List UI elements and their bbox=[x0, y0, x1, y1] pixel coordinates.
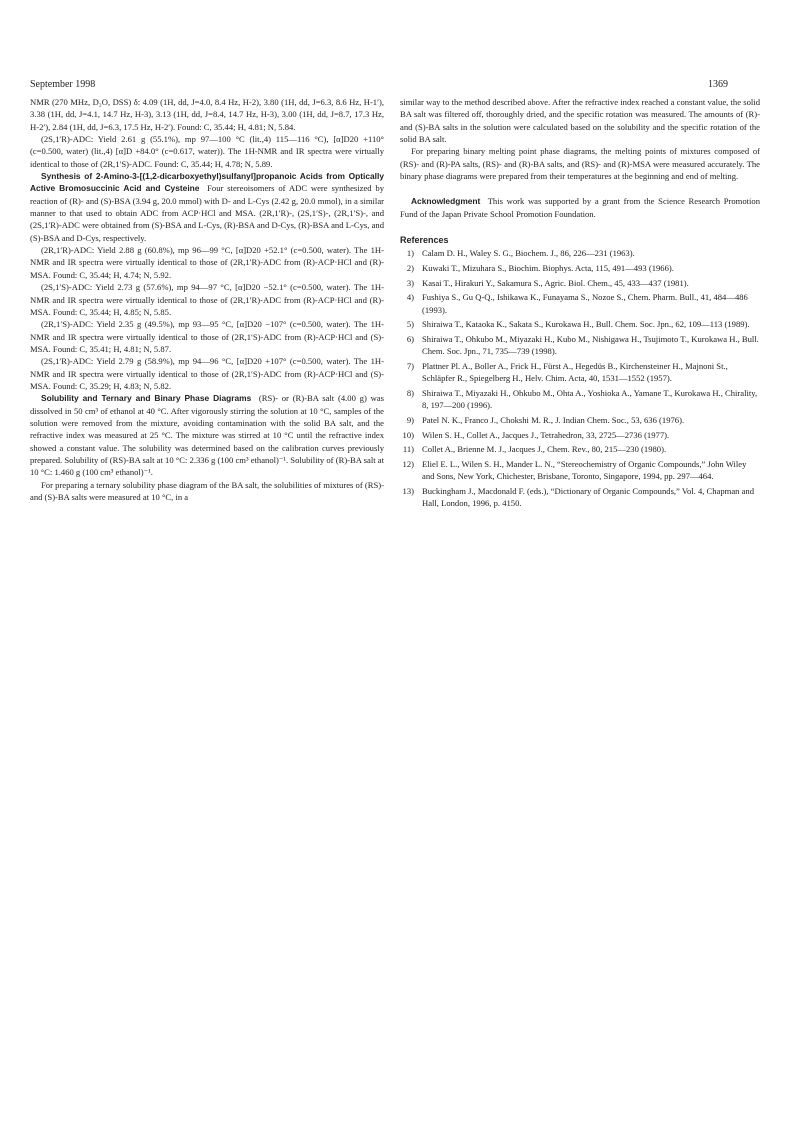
reference-text: Kuwaki T., Mizuhara S., Biochim. Biophys. Acta, 115, 491—493 (1966). bbox=[422, 263, 674, 274]
reference-item bbox=[400, 262, 760, 274]
continuation-paragraph: similar way to the method described above. After the refractive index reached a constant value, the solid BA salt was filtered off, thoroughly dried, and the specific rotation was measured. The amounts of (R)- and (S)-BA salts in the solution were calculated based on the solubility and the specific rotation of the solid BA salt. bbox=[400, 97, 760, 145]
reference-item bbox=[400, 443, 760, 455]
reference-number: 13) bbox=[402, 485, 414, 496]
synthesis-body: Four stereoisomers of ADC were synthesized by reaction of (R)- and (S)-BSA (3.94 g, 20.0 mmol) with D- and L-Cys (2.42 g, 20.0 mmol), in a similar manner to that used to obtain ADC from ACP·HCl and MSA. (2R,1′R)-, (2S,1′S)-, (2R,1′S)-, and (2S,1′R)-ADC were obtained from (S)-BSA and L-Cys, (R)-BSA and D-Cys, (R)-BSA and L-Cys, and (S)-BSA and D-Cys, respectively. bbox=[30, 183, 385, 243]
reference-text: Eliel E. L., Wilen S. H., Mander L. N., “Stereochemistry of Organic Compounds,” John Wiley and Sons, New York, Chichester, Brisbane, Toronto, Singapore, 1994, pp. 297—464. bbox=[422, 458, 747, 482]
references-heading: References bbox=[400, 235, 449, 246]
reference-number: 9) bbox=[406, 414, 414, 425]
page-number: 1369 bbox=[708, 79, 728, 90]
binary-paragraph: For preparing binary melting point phase diagrams, the melting points of mixtures composed of (RS)- and (R)-PA salts, (RS)- and (R)-BA salts, and (RS)- and (R)-MSA were measured accurately. The binary phase diagrams were prepared from their temperatures at the beginning and end of melting. bbox=[400, 146, 760, 182]
reference-number: 8) bbox=[406, 387, 414, 398]
reference-item bbox=[400, 360, 760, 385]
reference-item bbox=[400, 291, 760, 316]
reference-number: 3) bbox=[406, 277, 414, 288]
right-column bbox=[400, 96, 760, 512]
reference-item bbox=[400, 414, 760, 426]
compound-2s1r-paragraph: (2S,1′R)-ADC: Yield 2.61 g (55.1%), mp 97—100 °C (lit.,4) 115—116 °C), [α]D20 +110° (c=0.500, water) (lit.,4) [α]D +84.0° (c=0.617, water)). The 1H-NMR and IR spectra were virtually identical to those of (2R,1′S)-ADC. Found: C, 35.44; H, 4.78; N, 5.89. bbox=[30, 134, 384, 169]
references-list bbox=[400, 247, 760, 509]
reference-item bbox=[400, 485, 760, 510]
reference-item bbox=[400, 387, 760, 412]
running-header-date: September 1998 bbox=[30, 79, 96, 90]
reference-number: 1) bbox=[406, 248, 414, 259]
reference-number: 4) bbox=[406, 292, 414, 303]
reference-text: Plattner Pl. A., Boller A., Frick H., Fürst A., Hegedüs B., Kirchensteiner H., Majnoni St., Schläpfer R., Spiegelberg H., Helv. Chim. Acta, 40, 1531—1552 (1957). bbox=[422, 360, 728, 384]
solubility-heading: Solubility and Ternary and Binary Phase Diagrams bbox=[41, 393, 252, 404]
reference-item bbox=[400, 247, 760, 259]
synthesis-section bbox=[30, 170, 384, 244]
reference-number: 11) bbox=[402, 444, 414, 455]
reference-number: 2) bbox=[406, 263, 414, 274]
reference-item bbox=[400, 318, 760, 330]
reference-number: 10) bbox=[402, 429, 414, 440]
acknowledgment-heading: Acknowledgment bbox=[411, 196, 481, 207]
compound-2s1s-paragraph: (2S,1′S)-ADC: Yield 2.73 g (57.6%), mp 94—97 °C, [α]D20 −52.1° (c=0.500, water). The 1H-NMR and IR spectra were virtually identical to those of (2R,1′R)-ADC from (R)-ACP·HCl and (R)-MSA. Found: C, 35.44; H, 4.85; N, 5.85. bbox=[30, 282, 384, 317]
reference-text: Kasai T., Hirakuri Y., Sakamura S., Agric. Biol. Chem., 45, 433—437 (1981). bbox=[422, 277, 689, 288]
compound-2r1r-paragraph: (2R,1′R)-ADC: Yield 2.88 g (60.8%), mp 96—99 °C, [α]D20 +52.1° (c=0.500, water). The 1H-NMR and IR spectra were virtually identical to those of (2R,1′R)-ADC from (R)-ACP·HCl and (R)-MSA. Found: C, 35.44; H, 4.74; N, 5.92. bbox=[30, 245, 384, 280]
reference-item bbox=[400, 277, 760, 289]
compound-2s1r-b-paragraph: (2S,1′R)-ADC: Yield 2.79 g (58.9%), mp 94—96 °C, [α]D20 +107° (c=0.500, water). The 1H-NMR and IR spectra were virtually identical to those of (2R,1′S)-ADC from (R)-ACP·HCl and (S)-MSA. Found: C, 35.29; H, 4.83; N, 5.82. bbox=[30, 356, 384, 391]
reference-number: 7) bbox=[406, 360, 414, 371]
reference-text: Shiraiwa T., Ohkubo M., Miyazaki H., Kubo M., Nishigawa H., Tsujimoto T., Kurokawa H., Bull. Chem. Soc. Jpn., 71, 735—739 (1998). bbox=[422, 333, 759, 357]
reference-number: 5) bbox=[406, 319, 414, 330]
reference-number: 12) bbox=[402, 458, 414, 469]
reference-item bbox=[400, 333, 760, 358]
reference-text: Calam D. H., Waley S. G., Biochem. J., 86, 226—231 (1963). bbox=[422, 248, 635, 259]
reference-text: Buckingham J., Macdonald F. (eds.), “Dictionary of Organic Compounds,” Vol. 4, Chapman and Hall, London, 1996, p. 4150. bbox=[422, 485, 755, 509]
reference-text: Fushiya S., Gu Q-Q., Ishikawa K., Funayama S., Nozoe S., Chem. Pharm. Bull., 41, 484—486 (1993). bbox=[422, 292, 748, 315]
acknowledgment-body: This work was supported by a grant from the Science Research Promotion Fund of the Japan Private School Promotion Foundation. bbox=[400, 196, 761, 219]
left-column bbox=[30, 96, 384, 503]
reference-text: Collet A., Brienne M. J., Jacques J., Chem. Rev., 80, 215—230 (1980). bbox=[422, 444, 667, 455]
solubility-section bbox=[30, 392, 384, 478]
reference-text: Shiraiwa T., Miyazaki H., Ohkubo M., Ohta A., Yoshioka A., Yamane T., Kurokawa H., Chirality, 8, 197—200 (1996). bbox=[422, 387, 758, 411]
nmr-paragraph: NMR (270 MHz, D₂O, DSS) δ: 4.09 (1H, dd, J=4.0, 8.4 Hz, H-2), 3.80 (1H, dd, J=6.3, 8.6 Hz, H-1′), 3.38 (1H, dd, J=4.1, 14.7 Hz, H-3), 3.13 (1H, dd, J=8.4, 14.7 Hz, H-3), 3.00 (1H, dd, J=8.7, 17.3 Hz, H-2′), 2.84 (1H, dd, J=6.3, 17.5 Hz, H-2′). Found: C, 35.44; H, 4.81; N, 5.84. bbox=[30, 97, 384, 132]
reference-item bbox=[400, 458, 760, 483]
compound-2r1s-paragraph: (2R,1′S)-ADC: Yield 2.35 g (49.5%), mp 93—95 °C, [α]D20 −107° (c=0.500, water). The 1H-NMR and IR spectra were virtually identical to those of (2R,1′S)-ADC from (R)-ACP·HCl and (S)-MSA. Found: C, 35.41; H, 4.81; N, 5.87. bbox=[30, 319, 384, 354]
reference-text: Wilen S. H., Collet A., Jacques J., Tetrahedron, 33, 2725—2736 (1977). bbox=[422, 429, 670, 440]
reference-item bbox=[400, 429, 760, 441]
reference-number: 6) bbox=[406, 333, 414, 344]
solubility-body: (RS)- or (R)-BA salt (4.00 g) was dissolved in 50 cm³ of ethanol at 40 °C. After vigorously stirring the solution at 10 °C, samples of the solution were removed from the mixture, avoiding contamination with the solid BA salt, and the refractive index was measured at 25 °C. The mixture was stirred at 10 °C until the refractive index showed a constant value. The solubility was determined based on the calibration curves previously prepared. Solubility of (RS)-BA salt at 10 °C: 2.336 g (100 cm³ ethanol)⁻¹. Solubility of (R)-BA salt at 10 °C: 1.460 g (100 cm³ ethanol)⁻¹. bbox=[30, 393, 384, 478]
reference-text: Shiraiwa T., Kataoka K., Sakata S., Kurokawa H., Bull. Chem. Soc. Jpn., 62, 109—113 (1989). bbox=[422, 319, 750, 330]
synthesis-heading: Synthesis of 2-Amino-3-[(1,2-dicarboxyethyl)sulfanyl]propanoic Acids from Optically Active Bromosuccinic Acid and Cysteine bbox=[30, 171, 384, 194]
acknowledgment-section bbox=[400, 195, 760, 220]
reference-text: Patel N. K., Franco J., Chokshi M. R., J. Indian Chem. Soc., 53, 636 (1976). bbox=[422, 414, 685, 425]
ternary-paragraph: For preparing a ternary solubility phase diagram of the BA salt, the solubilities of mixtures of (RS)- and (S)-BA salts were measured at 10 °C, in a bbox=[30, 479, 384, 502]
